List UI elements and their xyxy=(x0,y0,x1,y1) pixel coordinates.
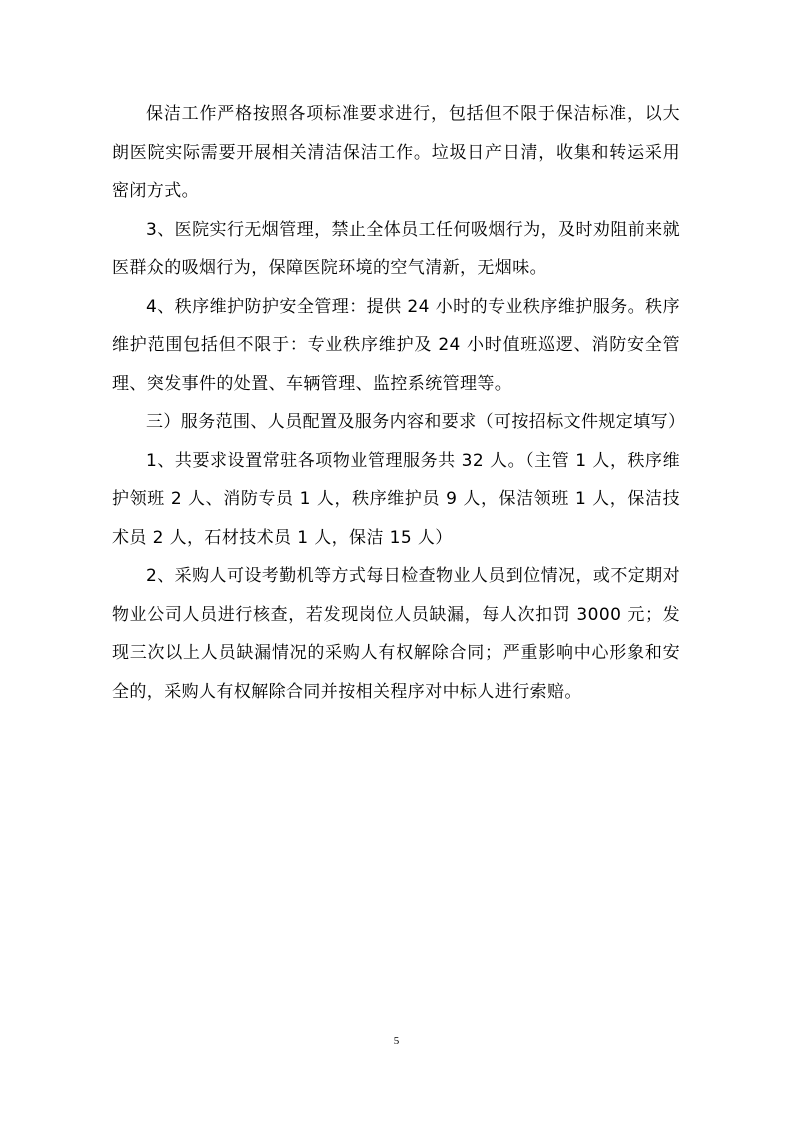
paragraph-security-management: 4、秩序维护防护安全管理：提供 24 小时的专业秩序维护服务。秩序维护范围包括但不限于：专业秩序维护及 24 小时值班巡逻、消防安全管理、突发事件的处置、车辆管理、监控系统管理等。 xyxy=(112,296,680,394)
document-body xyxy=(112,95,686,711)
page-number: 5 xyxy=(393,1035,400,1047)
paragraph-staffing: 1、共要求设置常驻各项物业管理服务共 32 人。（主管 1 人，秩序维护领班 2 人、消防专员 1 人，秩序维护员 9 人，保洁领班 1 人，保洁技术员 2 人，石材技术员 1 人，保洁 15 人） xyxy=(112,450,680,548)
paragraph-no-smoking: 3、医院实行无烟管理，禁止全体员工任何吸烟行为，及时劝阻前来就医群众的吸烟行为，保障医院环境的空气清新，无烟味。 xyxy=(112,219,680,278)
section-heading-service-scope: 三）服务范围、人员配置及服务内容和要求（可按招标文件规定填写） xyxy=(146,412,686,432)
paragraph-cleaning-standards: 保洁工作严格按照各项标准要求进行，包括但不限于保洁标准，以大朗医院实际需要开展相关清洁保洁工作。垃圾日产日清，收集和转运采用密闭方式。 xyxy=(112,104,680,201)
paragraph-attendance-penalty: 2、采购人可设考勤机等方式每日检查物业人员到位情况，或不定期对物业公司人员进行核查，若发现岗位人员缺漏，每人次扣罚 3000 元；发现三次以上人员缺漏情况的采购人有权解除合同；严重影响中心形象和安全的，采购人有权解除合同并按相关程序对中标人进行索赔。 xyxy=(112,566,680,702)
